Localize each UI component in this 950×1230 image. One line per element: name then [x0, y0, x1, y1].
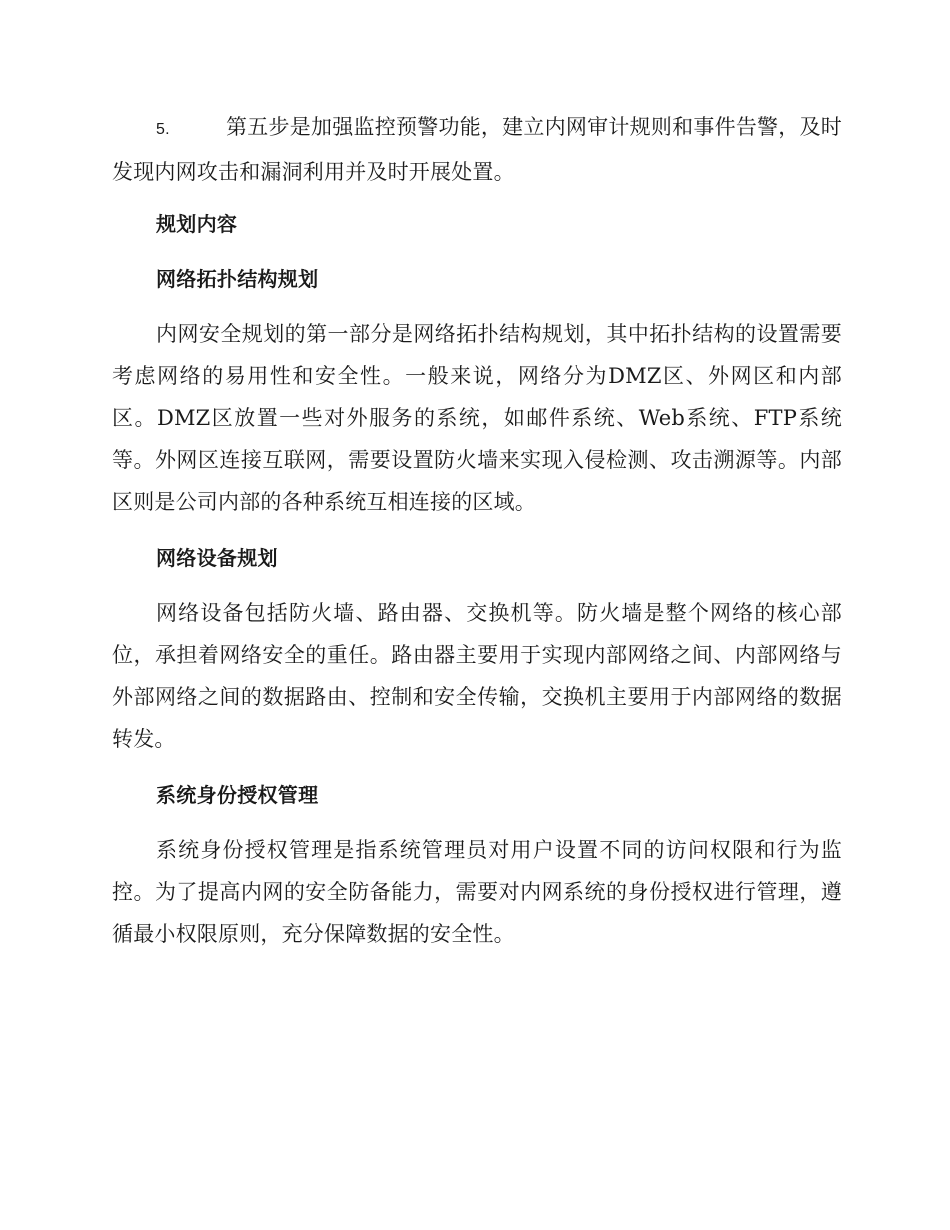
list-item-5: [112, 106, 842, 193]
heading-network-devices: [112, 542, 842, 574]
body-paragraph: 系统身份授权管理是指系统管理员对用户设置不同的访问权限和行为监控。为了提高内网的安全防备能力，需要对内网系统的身份授权进行管理，遵循最小权限原则，充分保障数据的安全性。: [112, 838, 842, 946]
heading-identity-auth: [112, 779, 842, 811]
list-item-body: 第五步是加强监控预警功能，建立内网审计规则和事件告警，及时发现内网攻击和漏洞利用并及时开展处置。: [112, 115, 842, 184]
subsection-heading: 网络设备规划: [156, 546, 278, 570]
paragraph-network-topology: [112, 313, 842, 523]
paragraph-identity-auth: [112, 829, 842, 955]
heading-planning-content: [112, 208, 842, 240]
heading-network-topology: [112, 263, 842, 295]
list-item-number: 5.: [156, 121, 170, 138]
list-item-5-text: [112, 106, 842, 193]
paragraph-network-devices: [112, 592, 842, 760]
subsection-heading: 网络拓扑结构规划: [156, 267, 319, 291]
body-paragraph: 网络设备包括防火墙、路由器、交换机等。防火墙是整个网络的核心部位，承担着网络安全的重任。路由器主要用于实现内部网络之间、内部网络与外部网络之间的数据路由、控制和安全传输，交换机主要用于内部网络的数据转发。: [112, 601, 842, 751]
subsection-heading: 系统身份授权管理: [156, 783, 319, 807]
section-heading: 规划内容: [156, 212, 238, 236]
body-paragraph: 内网安全规划的第一部分是网络拓扑结构规划，其中拓扑结构的设置需要考虑网络的易用性和安全性。一般来说，网络分为DMZ区、外网区和内部区。DMZ区放置一些对外服务的系统，如邮件系统、Web系统、FTP系统等。外网区连接互联网，需要设置防火墙来实现入侵检测、攻击溯源等。内部区则是公司内部的各种系统互相连接的区域。: [112, 322, 842, 514]
